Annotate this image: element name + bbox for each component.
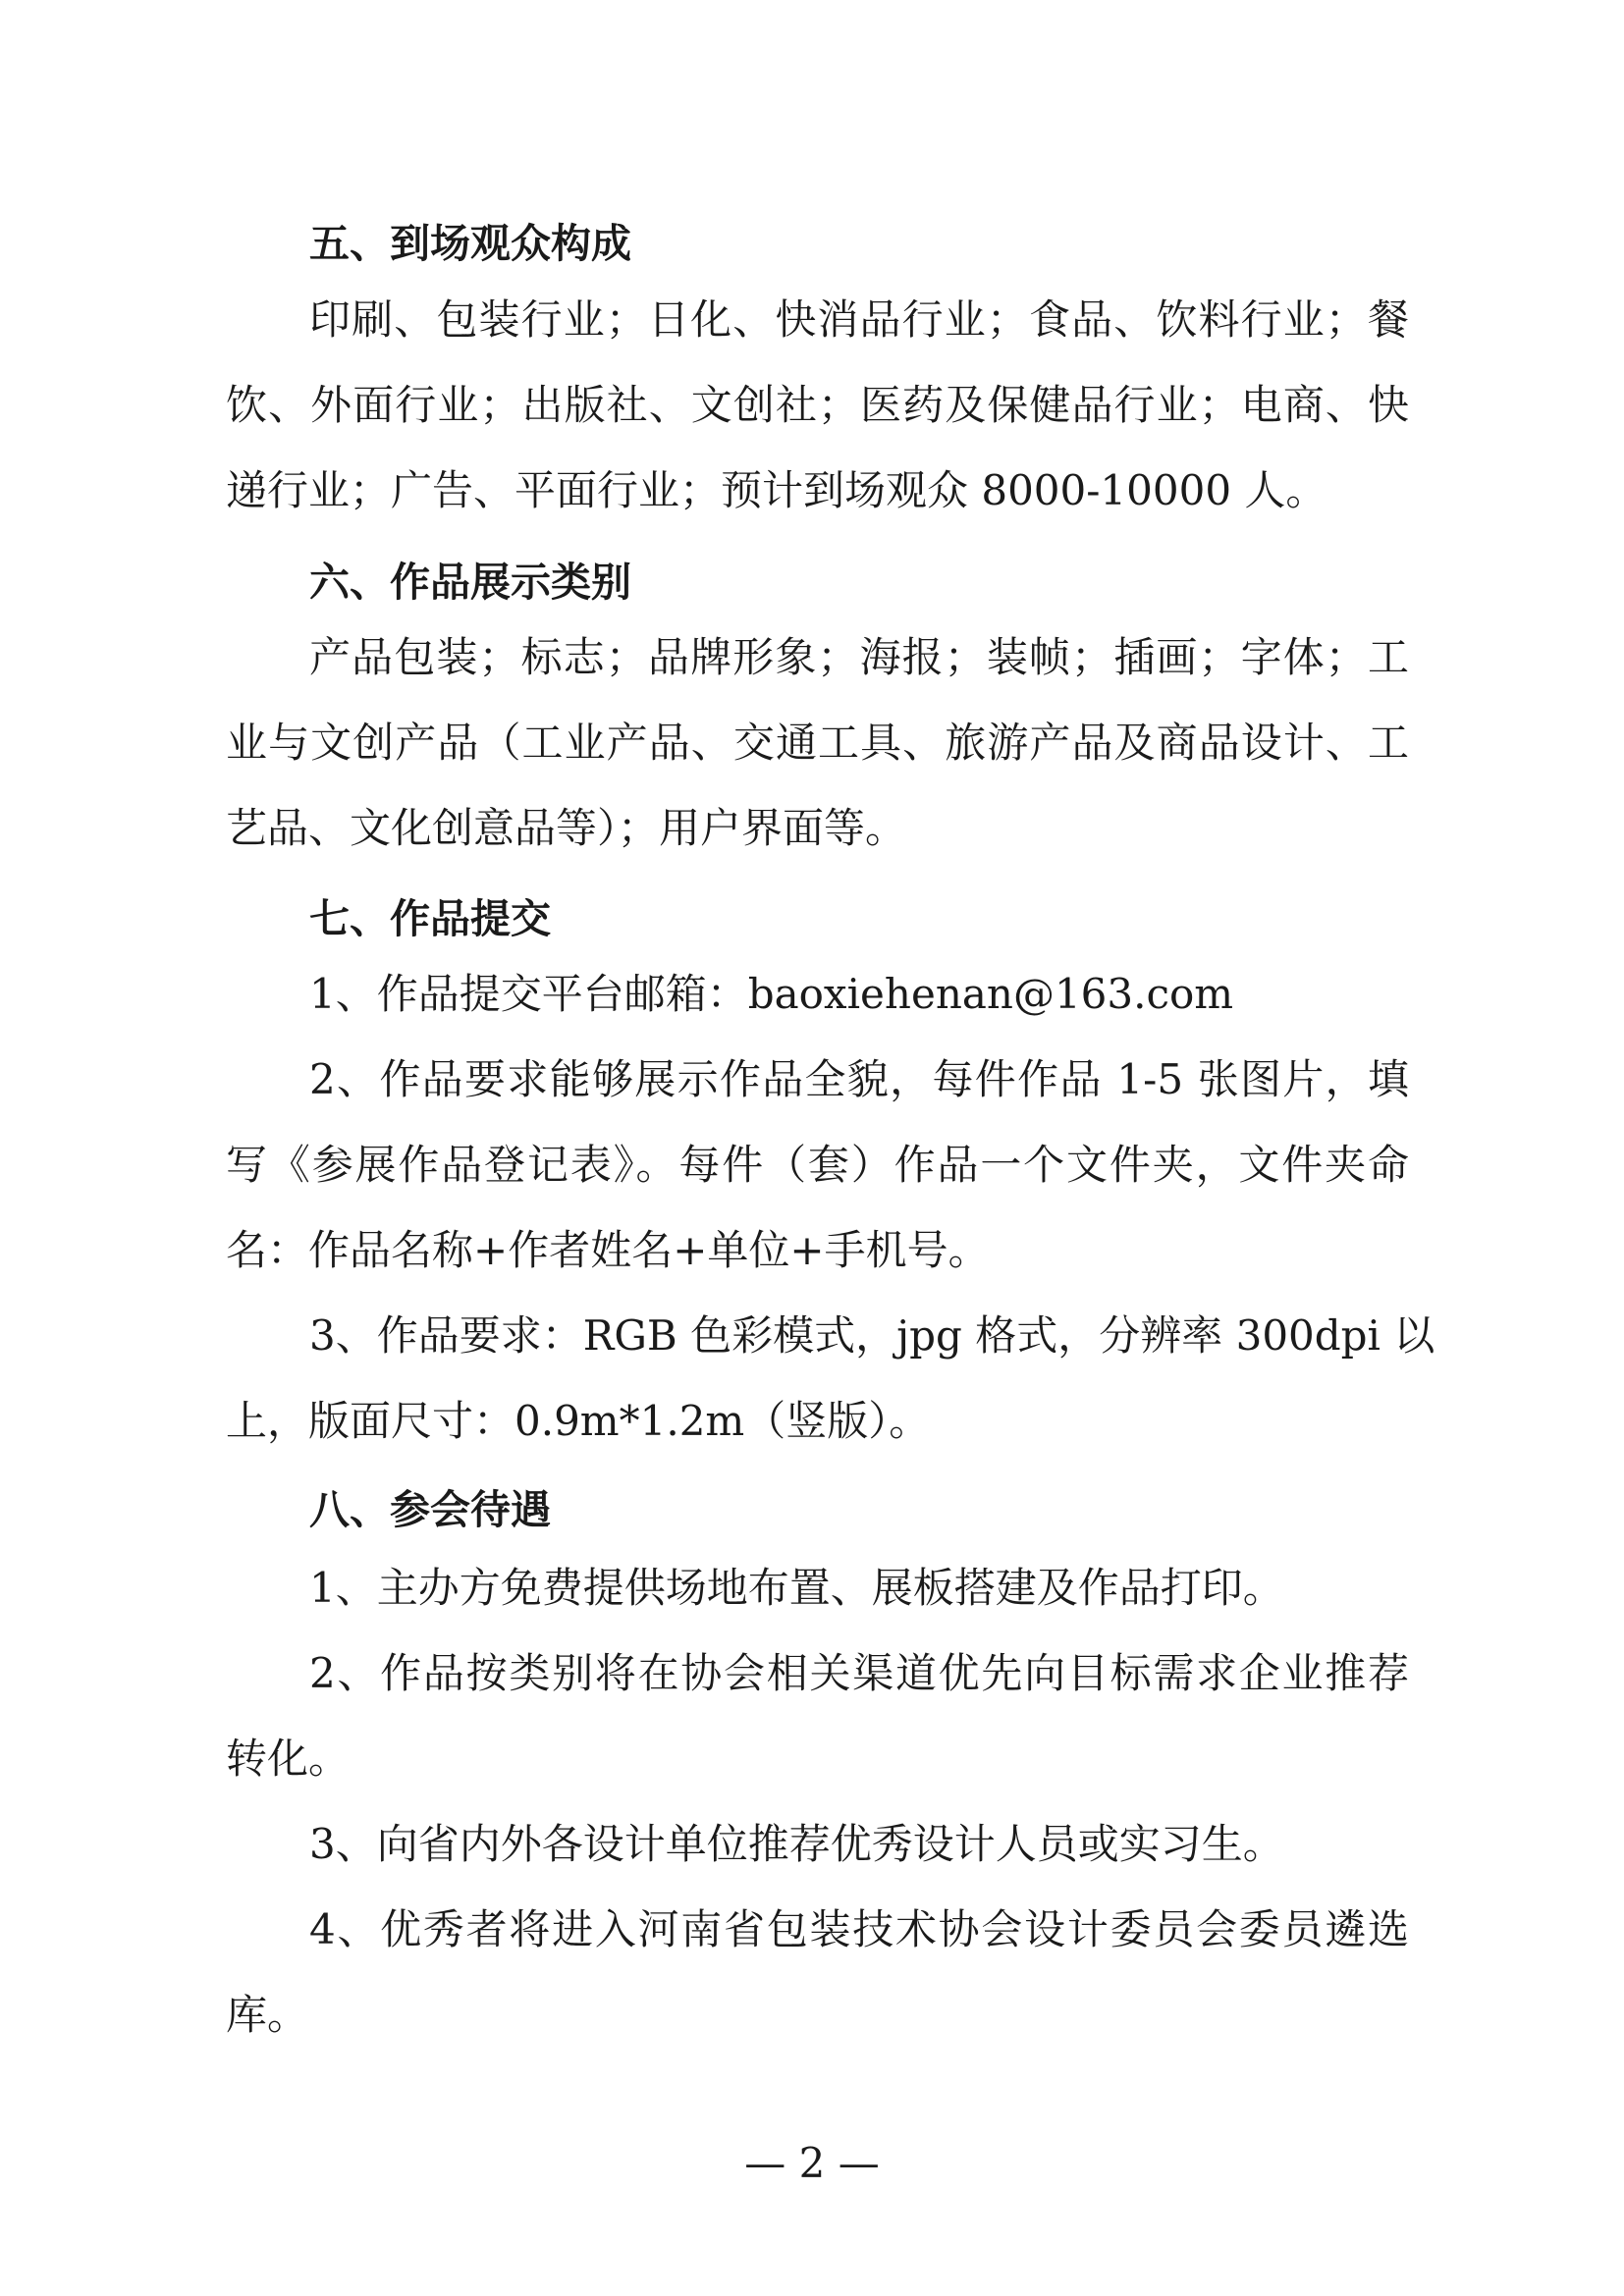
- section-heading-submission: 七、作品提交: [309, 895, 551, 942]
- list-item-line: 上，版面尺寸：0.9m*1.2m（竖版）。: [226, 1397, 931, 1445]
- list-item-line: 2、作品要求能够展示作品全貌，每件作品 1-5 张图片，填: [309, 1055, 1409, 1103]
- list-item-line: 2、作品按类别将在协会相关渠道优先向目标需求企业推荐: [309, 1649, 1409, 1697]
- paragraph-line: 饮、外面行业；出版社、文创社；医药及保健品行业；电商、快: [226, 381, 1409, 429]
- list-item-line: 1、主办方免费提供场地布置、展板搭建及作品打印。: [309, 1564, 1284, 1612]
- list-item-line: 写《参展作品登记表》。每件（套）作品一个文件夹，文件夹命: [226, 1141, 1409, 1189]
- paragraph-line: 产品包装；标志；品牌形象；海报；装帧；插画；字体；工: [309, 633, 1409, 681]
- section-heading-audience: 五、到场观众构成: [309, 220, 631, 267]
- list-item-line: 4、优秀者将进入河南省包装技术协会设计委员会委员遴选: [309, 1905, 1409, 1953]
- list-item-line: 3、作品要求：RGB 色彩模式，jpg 格式，分辨率 300dpi 以: [309, 1311, 1435, 1360]
- section-heading-categories: 六、作品展示类别: [309, 559, 631, 606]
- page-number: — 2 —: [744, 2139, 880, 2187]
- list-item-line: 3、向省内外各设计单位推荐优秀设计人员或实习生。: [309, 1820, 1284, 1868]
- section-heading-benefits: 八、参会待遇: [309, 1486, 551, 1533]
- paragraph-line: 业与文创产品（工业产品、交通工具、旅游产品及商品设计、工: [226, 719, 1409, 767]
- list-item-line: 1、作品提交平台邮箱：baoxiehenan@163.com: [309, 970, 1234, 1018]
- paragraph-line: 艺品、文化创意品等）；用户界面等。: [226, 804, 907, 852]
- list-item-line: 转化。: [226, 1735, 351, 1783]
- paragraph-line: 印刷、包装行业；日化、快消品行业；食品、饮料行业；餐: [309, 295, 1409, 344]
- list-item-line: 库。: [226, 1991, 309, 2039]
- list-item-line: 名：作品名称+作者姓名+单位+手机号。: [226, 1226, 990, 1274]
- paragraph-line: 递行业；广告、平面行业；预计到场观众 8000-10000 人。: [226, 466, 1327, 514]
